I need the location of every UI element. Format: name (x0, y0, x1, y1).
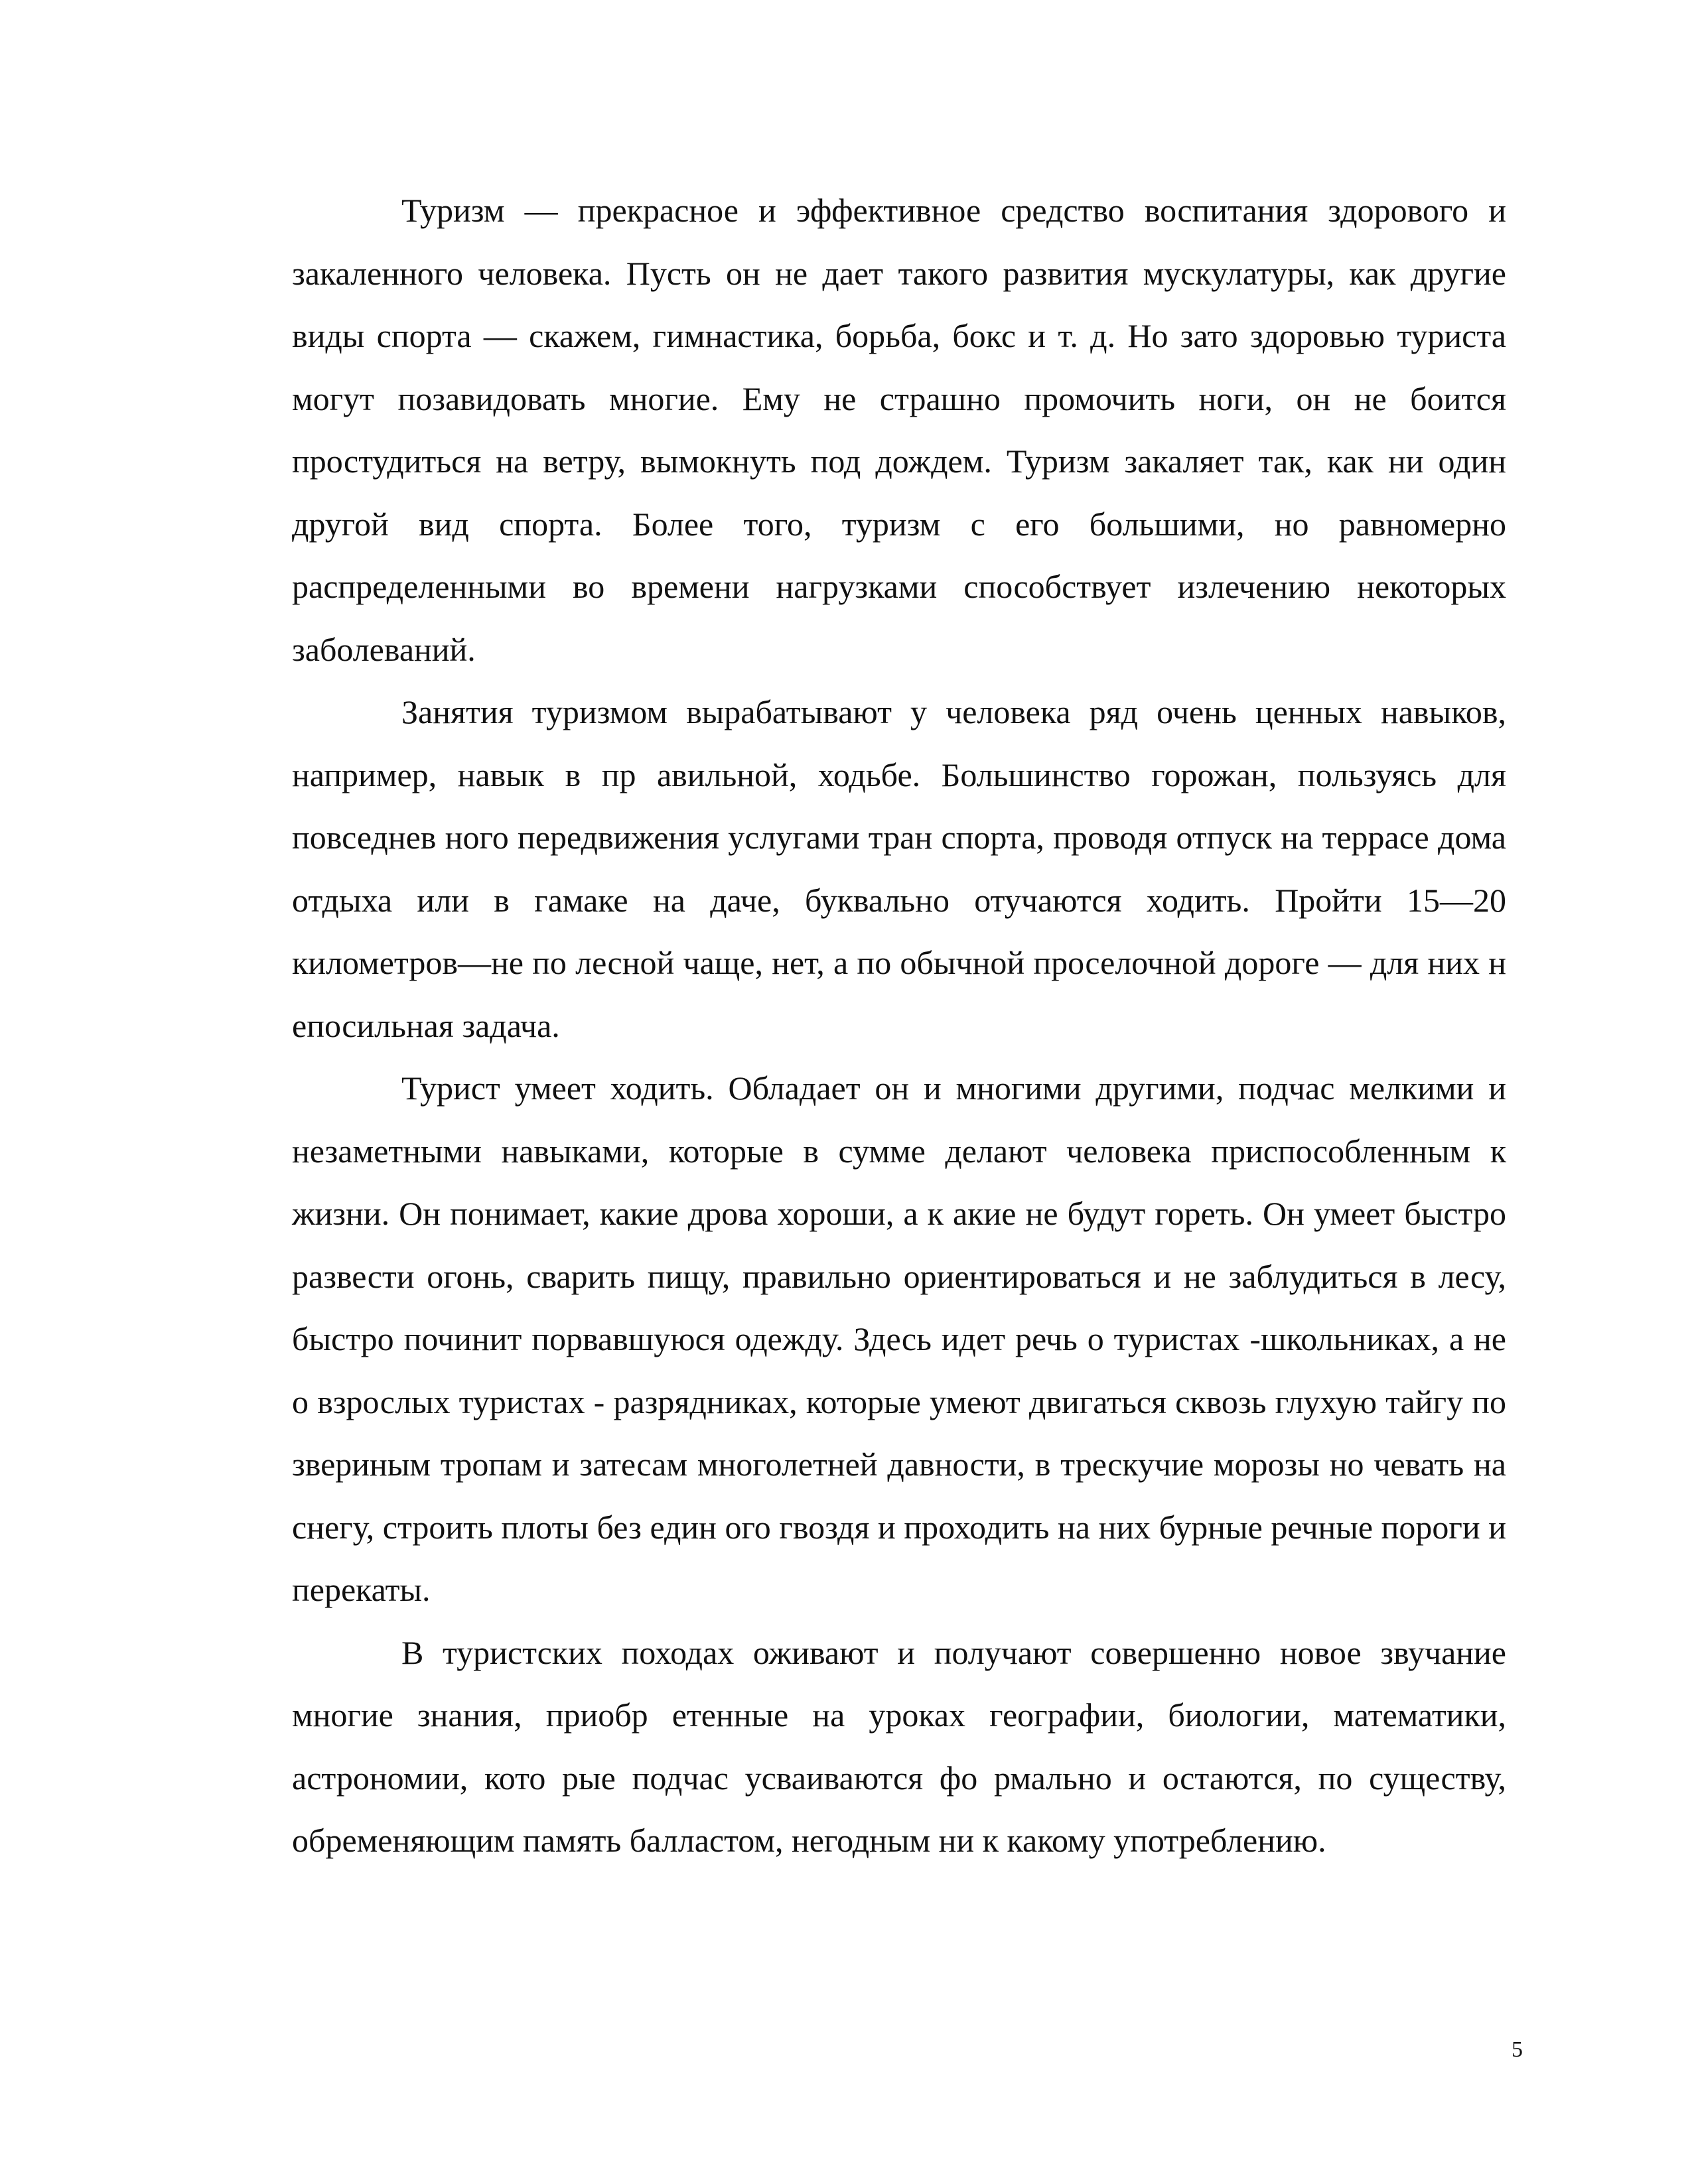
paragraph-2: Занятия туризмом вырабатывают у человека ряд очень ценных навыков, например, навык в пр авильной, ходьбе. Большинство горожан, пользуясь для повседнев ного передвижения услугами тран спорта, проводя отпуск на террасе дома отдыха или в гамаке на даче, буквально отучаются ходить. Пройти 15—20 километров—не по лесной чаще, нет, а по обычной проселочной дороге — для них н епосильная задача. (292, 693, 1506, 1044)
paragraph-3: Турист умеет ходить. Обладает он и многими другими, подчас мелкими и незаметными навыками, которые в сумме делают человека приспособленным к жизни. Он понимает, какие дрова хороши, а к акие не будут гореть. Он умеет быстро развести огонь, сварить пищу, правильно ориентироваться и не заблудиться в лесу, быстро починит порвавшуюся одежду. Здесь идет речь о туристах -школьниках, а не о взрослых туристах - разрядниках, которые умеют двигаться сквозь глухую тайгу по звериным тропам и затесам многолетней давности, в трескучие морозы но чевать на снегу, строить плоты без един ого гвоздя и проходить на них бурные речные пороги и перекаты. (292, 1069, 1506, 1608)
body-text (292, 179, 1506, 1872)
paragraph-1: Туризм — прекрасное и эффективное средство воспитания здорового и закаленного человека. Пусть он не дает такого развития мускулатуры, как другие виды спорта — скажем, гимнастика, борьба, бокс и т. д. Но зато здоровью туриста могут позавидовать многие. Ему не страшно промочить ноги, он не боится простудиться на ветру, вымокнуть под дождем. Туризм закаляет так, как ни один другой вид спорта. Более того, туризм с его большими, но равномерно распределенными во времени нагрузками способствует излечению некоторых заболеваний. (292, 192, 1506, 668)
paragraph-4: В туристских походах оживают и получают совершенно новое звучание многие знания, приобр етенные на уроках географии, биологии, математики, астрономии, кото рые подчас усваиваются фо рмально и остаются, по существу, обременяющим память балластом, негодным ни к какому употреблению. (292, 1633, 1506, 1859)
page-number: 5 (1512, 2037, 1523, 2062)
